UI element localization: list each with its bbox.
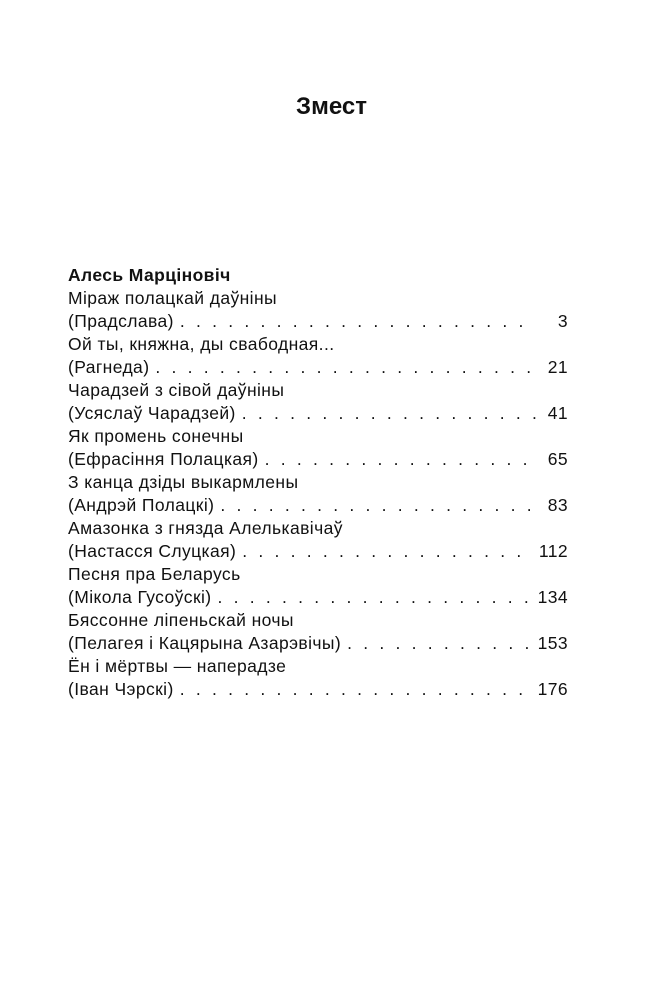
toc-entry <box>68 287 568 333</box>
toc-entry <box>68 563 568 609</box>
entry-subtitle: (Прадслава) <box>68 311 174 331</box>
entry-page-number: 153 <box>537 633 568 653</box>
entry-subtitle: (Пелагея і Кацярына Азарэвічы) <box>68 633 342 653</box>
entry-title: Амазонка з гнязда Алелькавічаў <box>68 518 343 538</box>
toc-entry <box>68 379 568 425</box>
dot-leader <box>155 356 536 379</box>
entry-subtitle: (Рагнеда) <box>68 357 150 377</box>
toc-entry <box>68 333 568 379</box>
dot-leader <box>242 402 536 425</box>
dot-leader <box>180 310 536 333</box>
entry-page-number: 21 <box>547 357 568 377</box>
dot-leader <box>242 540 531 563</box>
entry-title: З канца дзіды выкармлены <box>68 472 299 492</box>
entry-title: Чарадзей з сівой даўніны <box>68 380 285 400</box>
entry-title: Ён і мёртвы — наперадзе <box>68 656 287 676</box>
entry-subtitle: (Андрэй Полацкі) <box>68 495 215 515</box>
author-name: Алесь Марціновіч <box>68 265 231 285</box>
dot-leader <box>220 494 536 517</box>
entry-title: Песня пра Беларусь <box>68 564 241 584</box>
entry-subtitle: (Мікола Гусоўскі) <box>68 587 212 607</box>
entry-subtitle: (Іван Чэрскі) <box>68 679 174 699</box>
entry-subtitle-line <box>68 494 568 517</box>
entry-page-number: 112 <box>538 541 568 561</box>
entry-title: Міраж полацкай даўніны <box>68 288 277 308</box>
entry-page-number: 41 <box>547 403 568 423</box>
dot-leader <box>180 678 530 701</box>
entry-title: Як промень сонечны <box>68 426 244 446</box>
page-title: Змест <box>296 93 367 120</box>
entry-page-number: 134 <box>537 587 568 607</box>
entry-subtitle-line <box>68 310 568 333</box>
toc-entry <box>68 471 568 517</box>
entry-subtitle-line <box>68 448 568 471</box>
entry-page-number: 3 <box>557 311 568 331</box>
dot-leader <box>347 632 529 655</box>
entry-subtitle-line <box>68 632 568 655</box>
entry-subtitle: (Ефрасіння Полацкая) <box>68 449 259 469</box>
toc-entry <box>68 517 568 563</box>
entry-title: Ой ты, княжна, ды свабодная... <box>68 334 335 354</box>
entry-subtitle-line <box>68 678 568 701</box>
toc-entry <box>68 655 568 701</box>
dot-leader <box>265 448 536 471</box>
entry-page-number: 176 <box>537 679 568 699</box>
entry-subtitle-line <box>68 356 568 379</box>
entry-subtitle-line <box>68 402 568 425</box>
toc-entry <box>68 609 568 655</box>
entry-title: Бяссонне ліпеньскай ночы <box>68 610 294 630</box>
entry-subtitle-line <box>68 540 568 563</box>
dot-leader <box>218 586 530 609</box>
entry-page-number: 83 <box>547 495 568 515</box>
entry-page-number: 65 <box>547 449 568 469</box>
entry-subtitle: (Усяслаў Чарадзей) <box>68 403 236 423</box>
toc-entry <box>68 425 568 471</box>
entry-subtitle-line <box>68 586 568 609</box>
table-of-contents <box>68 263 568 701</box>
entry-subtitle: (Настасся Слуцкая) <box>68 541 237 561</box>
